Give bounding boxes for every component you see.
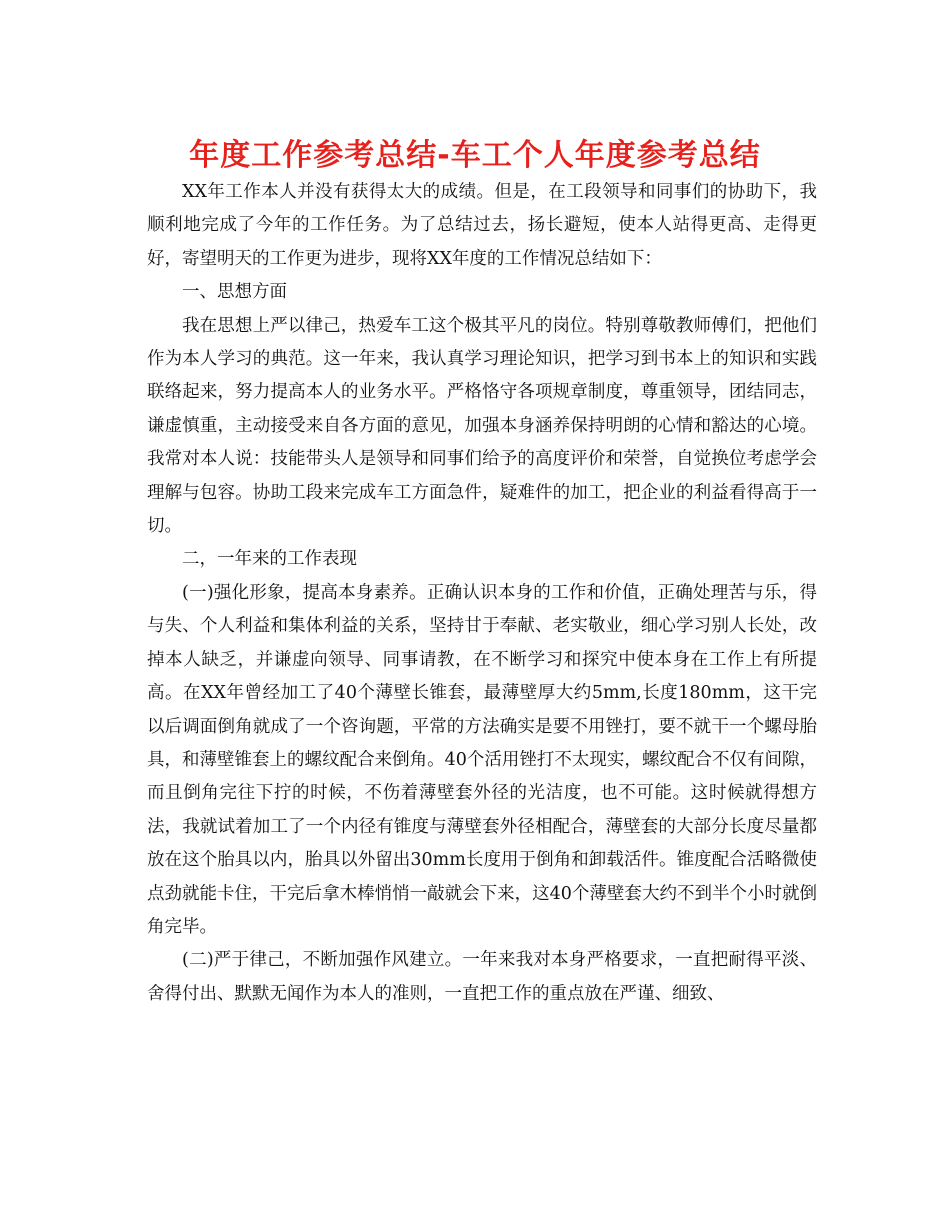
paragraph-performance-1: (一)强化形象，提高本身素养。正确认识本身的工作和价值，正确处理苦与乐，得与失、个人利益和集体利益的关系，坚持甘于奉献、老实敬业，细心学习别人长处，改掉本人缺乏，并谦虚向领导、同事请教，在不断学习和探究中使本身在工作上有所提高。在XX年曾经加工了40个薄壁长锥套，最薄壁厚大约5mm,长度180mm，这干完以后调面倒角就成了一个咨询题，平常的方法确实是要不用锉打，要不就干一个螺母胎具，和薄壁锥套上的螺纹配合来倒角。40个活用锉打不太现实，螺纹配合不仅有间隙，而且倒角完往下拧的时候，不伤着薄壁套外径的光洁度，也不可能。这时候就得想方法，我就试着加工了一个内径有锥度与薄壁套外径相配合，薄壁套的大部分长度尽量都放在这个胎具以内，胎具以外留出30mm长度用于倒角和卸载活件。锥度配合活略微使点劲就能卡住，干完后拿木棒悄悄一敲就会下来，这40个薄壁套大约不到半个小时就倒角完毕。: [147, 582, 817, 937]
section-heading-thought: 一、思想方面: [182, 282, 287, 303]
document-title: 年度工作参考总结-车工个人年度参考总结: [189, 138, 761, 173]
paragraph-performance-2: (二)严于律己，不断加强作风建立。一年来我对本身严格要求，一直把耐得平淡、舍得付出、默默无闻作为本人的准则，一直把工作的重点放在严谨、细致、: [147, 950, 817, 1004]
paragraph-thought: 我在思想上严以律己，热爱车工这个极其平凡的岗位。特别尊敬教师傅们，把他们作为本人学习的典范。这一年来，我认真学习理论知识，把学习到书本上的知识和实践联络起来，努力提高本人的业务水平。严格恪守各项规章制度，尊重领导，团结同志，谦虚慎重，主动接受来自各方面的意见，加强本身涵养保持明朗的心情和豁达的心境。我常对本人说：技能带头人是领导和同事们给予的高度评价和荣誉，自觉换位考虑学会理解与包容。协助工段来完成车工方面急件，疑难件的加工，把企业的利益看得高于一切。: [147, 315, 817, 537]
paragraph-intro: XX年工作本人并没有获得太大的成绩。但是，在工段领导和同事们的协助下，我顺利地完成了今年的工作任务。为了总结过去，扬长避短，使本人站得更高、走得更好，寄望明天的工作更为进步，现将XX年度的工作情况总结如下：: [147, 182, 817, 269]
section-heading-performance: 二，一年来的工作表现: [182, 549, 357, 570]
document-body: [147, 176, 817, 1011]
